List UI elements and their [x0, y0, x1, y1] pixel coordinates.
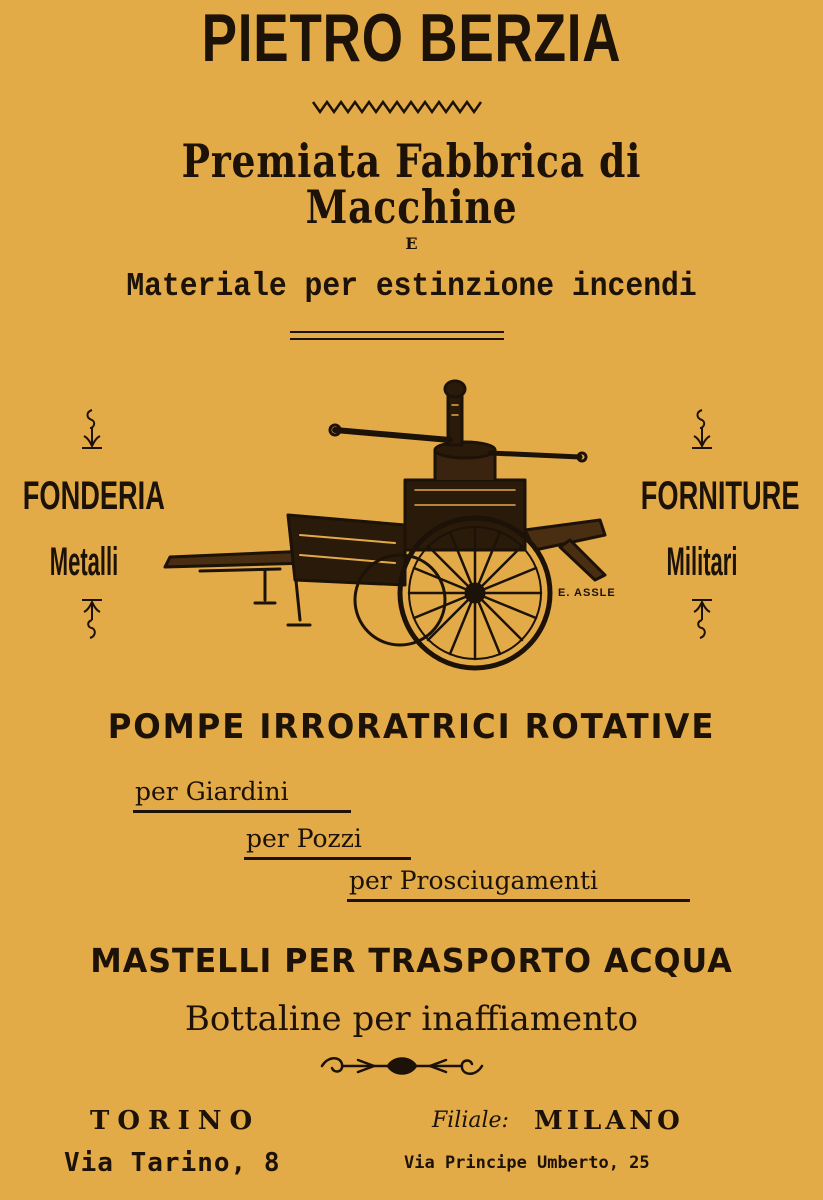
double-rule-divider	[290, 330, 504, 342]
branch-address: Via Principe Umberto, 25	[404, 1153, 650, 1173]
barrels-line: Bottaline per inaffiamento	[184, 999, 639, 1039]
company-name: PIETRO BERZIA	[201, 0, 622, 76]
engraver-signature: E. ASSLE	[558, 587, 616, 599]
foundry-subtitle: Metalli	[49, 540, 119, 584]
zigzag-ornament	[313, 100, 481, 114]
branch-label: Filiale:	[432, 1108, 509, 1133]
supplies-title: FORNITURE	[640, 474, 800, 518]
underline-rule	[133, 810, 351, 813]
conjunction: E	[405, 234, 418, 253]
tagline: Premiata Fabbrica di Macchine	[181, 134, 642, 234]
main-city: TORINO	[90, 1106, 261, 1136]
supplies-subtitle: Militari	[666, 540, 738, 584]
underline-rule	[347, 899, 690, 902]
fleuron-bottom-left-icon	[80, 598, 104, 640]
use-drainage: per Prosciugamenti	[349, 866, 598, 895]
fleuron-bottom-right-icon	[690, 598, 714, 640]
underline-rule	[244, 857, 411, 860]
subject-line: Materiale per estinzione incendi	[126, 268, 697, 305]
fire-pump-cart-icon	[160, 375, 610, 675]
branch-city: MILANO	[534, 1106, 684, 1136]
pumps-heading: POMPE IRRORATRICI ROTATIVE	[107, 707, 716, 747]
tubs-heading: MASTELLI PER TRASPORTO ACQUA	[90, 941, 733, 980]
fleuron-top-right-icon	[690, 408, 714, 450]
main-address: Via Tarino, 8	[64, 1148, 281, 1178]
fleuron-top-left-icon	[80, 408, 104, 450]
foundry-title: FONDERIA	[22, 474, 165, 518]
use-wells: per Pozzi	[246, 824, 362, 853]
scroll-ornament-icon	[318, 1052, 486, 1080]
use-gardens: per Giardini	[135, 777, 289, 806]
